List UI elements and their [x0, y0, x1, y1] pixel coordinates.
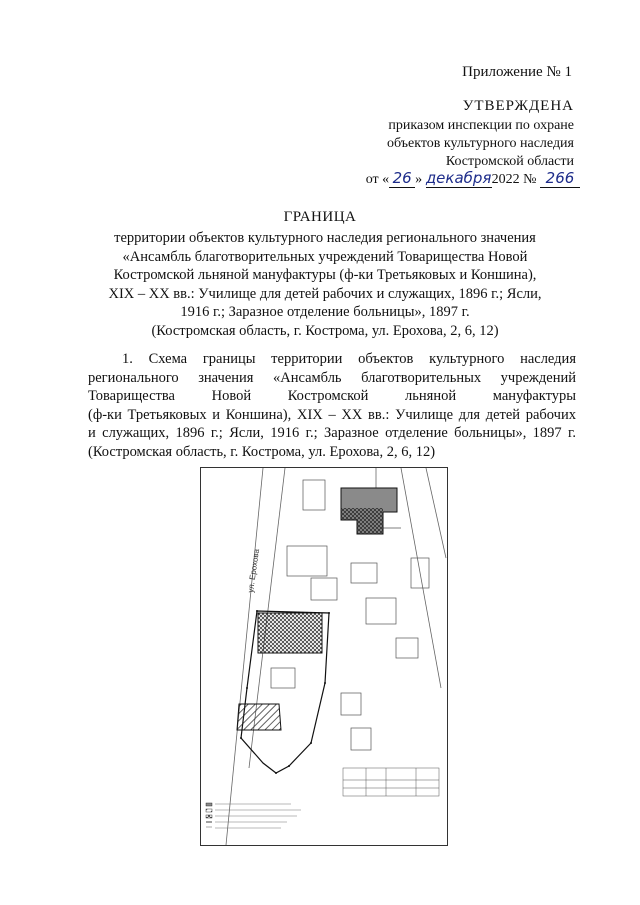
approval-date-line	[366, 170, 580, 188]
boundary-scheme-map	[200, 467, 448, 846]
street-label: ул. Ерохова	[246, 548, 262, 594]
subtitle	[70, 229, 580, 341]
date-day: 26	[389, 170, 415, 188]
approval-line-3: Костромской области	[445, 154, 574, 169]
map-legend	[206, 803, 301, 828]
section-line: регионального значения «Ансамбль благотворительных учреждений	[88, 369, 576, 386]
approval-line-2: объектов культурного наследия	[386, 136, 574, 151]
section-line: (Костромская область, г. Кострома, ул. Ерохова, 2, 6, 12)	[88, 443, 436, 460]
order-number: 266	[540, 170, 580, 188]
date-year: 2022 №	[491, 172, 537, 187]
subtitle-line: территории объектов культурного наследия регионального значения	[114, 230, 536, 246]
subtitle-line: «Ансамбль благотворительных учреждений Товарищества Новой	[122, 248, 528, 265]
subtitle-line: 1916 г.; Заразное отделение больницы», 1897 г.	[180, 304, 470, 321]
section-line: (ф-ки Третьяковых и Коншина), XIX – XX вв.: Училище для детей рабочих	[88, 406, 576, 423]
section-1-paragraph	[88, 350, 576, 462]
date-month: декабря	[425, 169, 492, 187]
appendix-label: Приложение № 1	[462, 64, 572, 80]
section-line: и служащих, 1896 г.; Ясли, 1916 г.; Заразное отделение больницы», 1897 г.	[88, 425, 576, 442]
coordinate-table	[343, 768, 439, 796]
section-line: 1. Схема границы территории объектов культурного наследия	[122, 351, 576, 367]
document-title: ГРАНИЦА	[283, 209, 357, 225]
highlighted-building-top	[341, 488, 397, 534]
date-mid: »	[415, 172, 423, 187]
subtitle-line: XIX – XX вв.: Училище для детей рабочих и служащих, 1896 г.; Ясли,	[108, 285, 542, 302]
heritage-objects	[237, 613, 322, 730]
approval-line-1: приказом инспекции по охране	[388, 118, 574, 133]
approved-label: УТВЕРЖДЕНА	[462, 98, 574, 114]
date-prefix: от «	[365, 172, 390, 187]
subtitle-line: Костромской льняной мануфактуры (ф-ки Третьяковых и Коншина),	[113, 267, 537, 284]
subtitle-line: (Костромская область, г. Кострома, ул. Ерохова, 2, 6, 12)	[151, 322, 499, 339]
street-lines	[226, 468, 446, 845]
section-line: Товарищества Новой Костромской льняной мануфактуры	[88, 388, 576, 405]
scheme-svg	[201, 468, 447, 845]
